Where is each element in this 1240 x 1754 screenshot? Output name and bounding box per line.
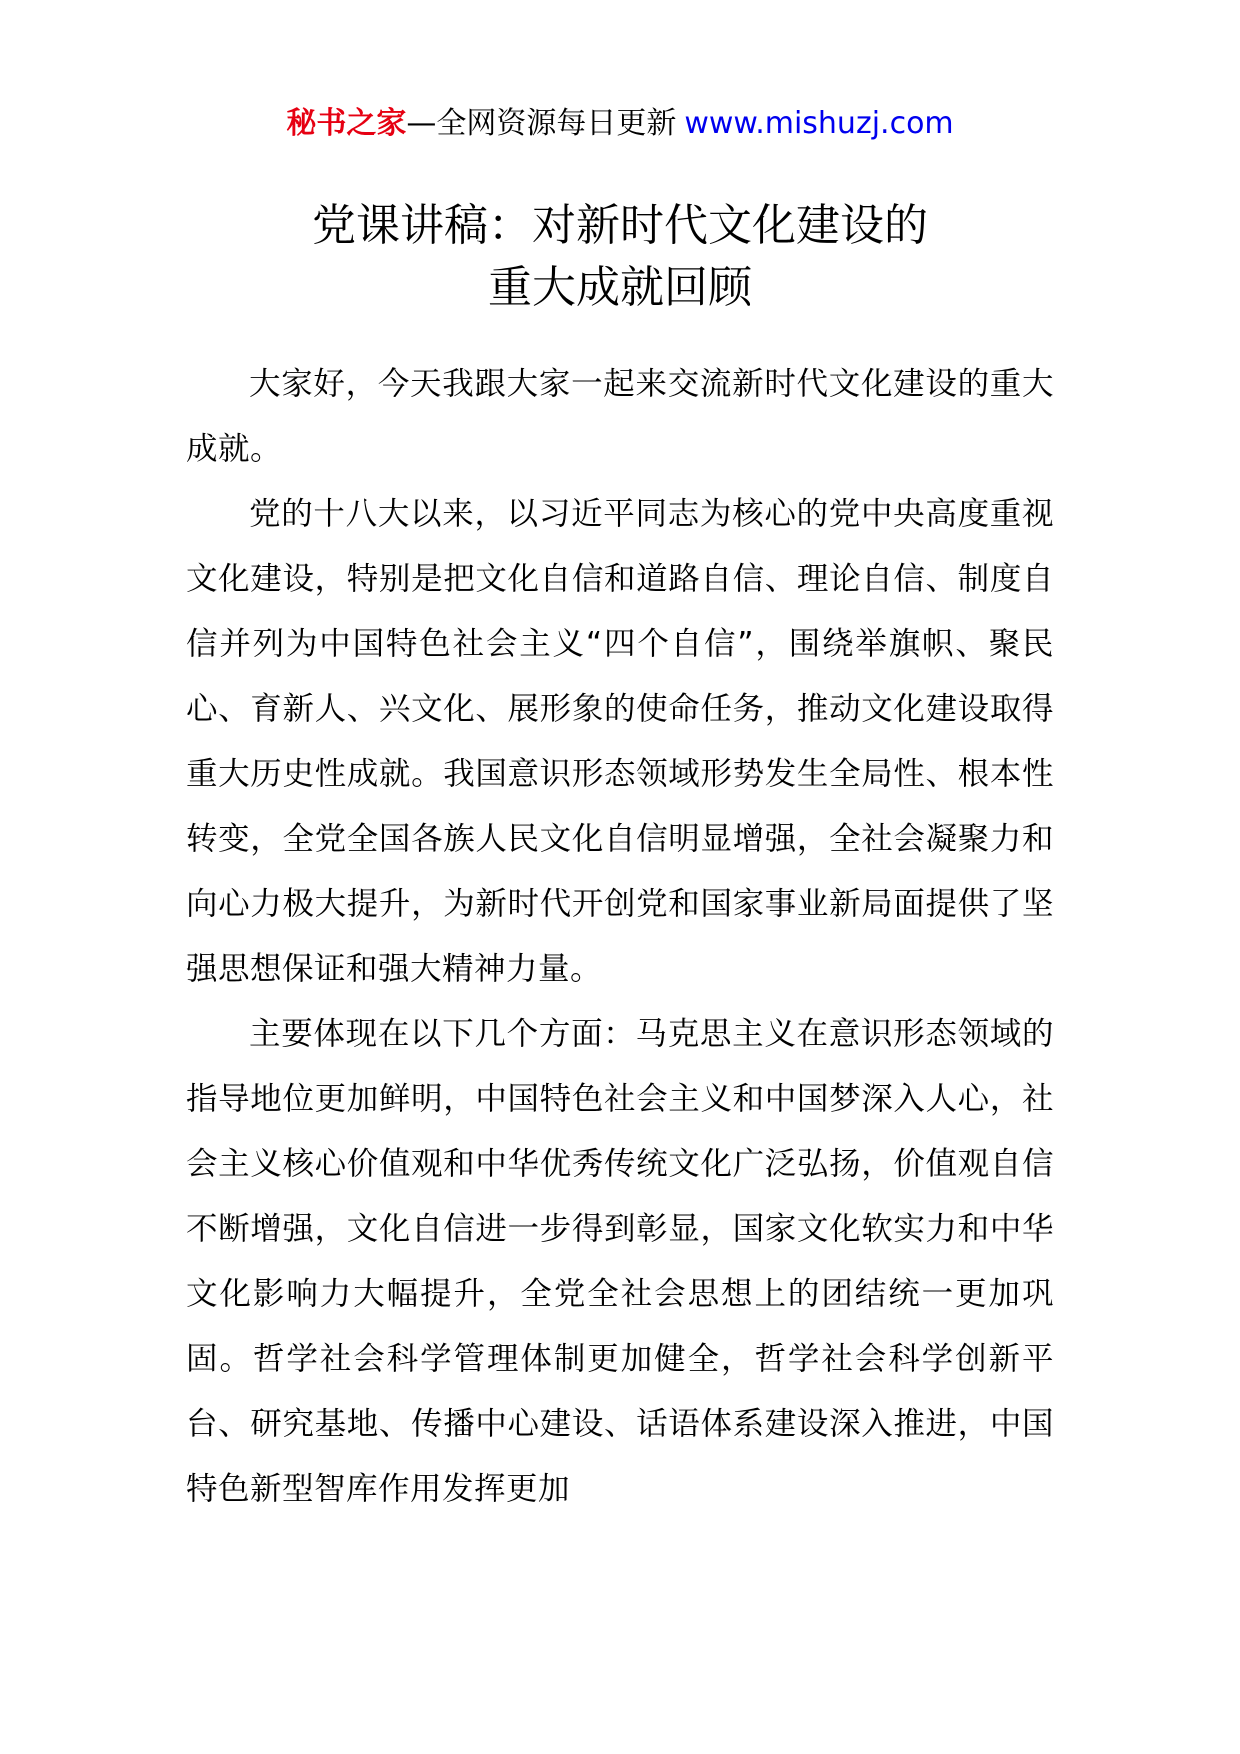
title-line-1: 党课讲稿：对新时代文化建设的 <box>312 200 928 252</box>
document-body <box>186 352 1054 1522</box>
site-brand: 秘书之家 <box>286 106 407 141</box>
site-url-link[interactable]: www.mishuzj.com <box>684 106 954 141</box>
body-paragraph-2: 党的十八大以来，以习近平同志为核心的党中央高度重视文化建设，特别是把文化自信和道路自信、理论自信、制度自信并列为中国特色社会主义“四个自信”，围绕举旗帜、聚民心、育新人、兴文化、展形象的使命任务，推动文化建设取得重大历史性成就。我国意识形态领域形势发生全局性、根本性转变，全党全国各族人民文化自信明显增强，全社会凝聚力和向心力极大提升，为新时代开创党和国家事业新局面提供了坚强思想保证和强大精神力量。 <box>186 496 1054 987</box>
body-paragraph-3: 主要体现在以下几个方面：马克思主义在意识形态领域的指导地位更加鲜明，中国特色社会主义和中国梦深入人心，社会主义核心价值观和中华优秀传统文化广泛弘扬，价值观自信不断增强，文化自信进一步得到彰显，国家文化软实力和中华文化影响力大幅提升，全党全社会思想上的团结统一更加巩固。哲学社会科学管理体制更加健全，哲学社会科学创新平台、研究基地、传播中心建设、话语体系建设深入推进，中国特色新型智库作用发挥更加 <box>186 1016 1054 1507</box>
body-paragraph-1: 大家好，今天我跟大家一起来交流新时代文化建设的重大成就。 <box>186 366 1054 467</box>
title-line-2: 重大成就回顾 <box>488 262 752 314</box>
site-header <box>0 104 1240 144</box>
document-title <box>0 195 1240 319</box>
site-slogan: —全网资源每日更新 <box>406 106 677 141</box>
